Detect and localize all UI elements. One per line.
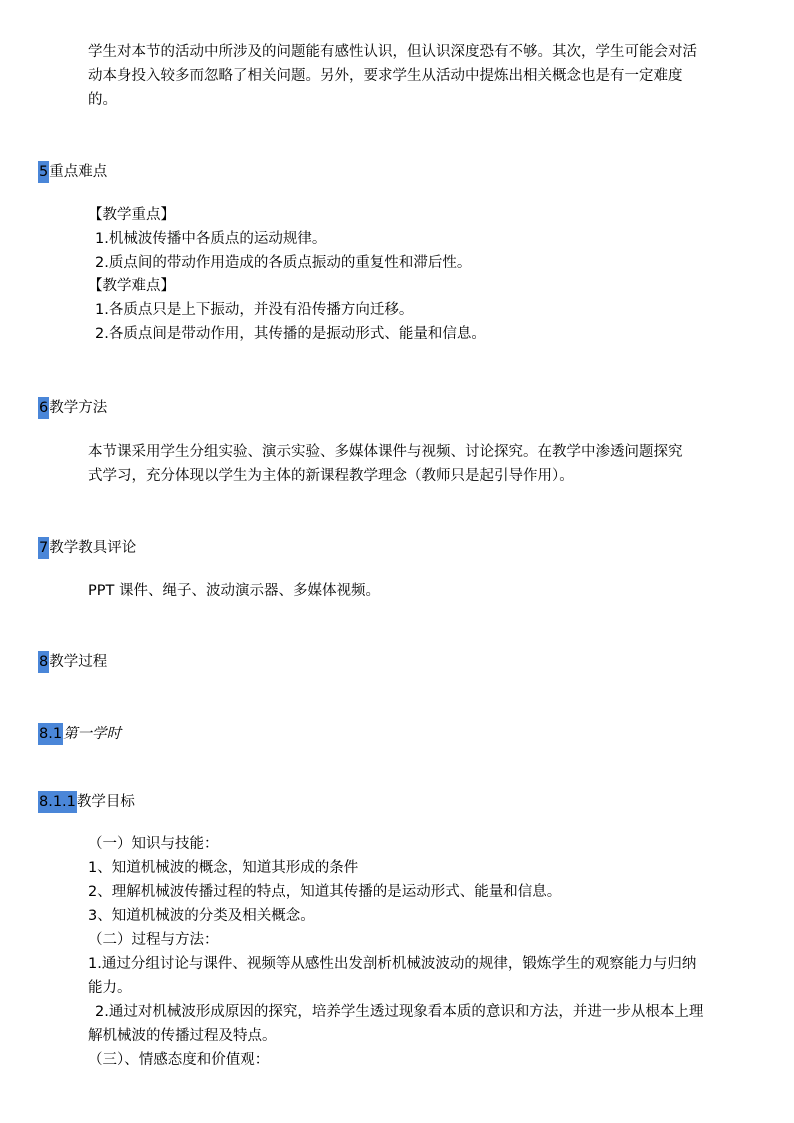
goal-process-1a: 1.通过分组讨论与课件、视频等从感性出发剖析机械波波动的规律，锻炼学生的观察能力与归纳 bbox=[88, 956, 697, 972]
goal-process-1b: 能力。 bbox=[88, 980, 132, 996]
section-5-heading bbox=[38, 161, 107, 183]
key-points-label: 【教学重点】 bbox=[88, 207, 175, 223]
section-title: 重点难点 bbox=[49, 164, 108, 180]
goal-process-label: （二）过程与方法： bbox=[88, 932, 219, 948]
section-8-1-1-heading bbox=[38, 791, 135, 813]
section-title: 教学教具评论 bbox=[49, 540, 137, 556]
section-number: 8 bbox=[38, 651, 49, 673]
section-title: 教学目标 bbox=[76, 794, 135, 810]
key-point-2: 2.质点间的带动作用造成的各质点振动的重复性和滞后性。 bbox=[95, 255, 472, 271]
section-8-heading bbox=[38, 651, 107, 673]
goal-knowledge-2: 2、理解机械波传播过程的特点，知道其传播的是运动形式、能量和信息。 bbox=[88, 884, 562, 900]
section-number: 7 bbox=[38, 537, 49, 559]
goal-process-2b: 解机械波的传播过程及特点。 bbox=[88, 1028, 277, 1044]
section-number: 8.1 bbox=[38, 723, 63, 745]
difficulties-label: 【教学难点】 bbox=[88, 278, 175, 294]
goal-knowledge-1: 1、知道机械波的概念，知道其形成的条件 bbox=[88, 860, 359, 876]
section-title: 第一学时 bbox=[63, 726, 122, 742]
difficulty-1: 1.各质点只是上下振动，并没有沿传播方向迁移。 bbox=[95, 302, 414, 318]
section-number: 8.1.1 bbox=[38, 791, 77, 813]
section-number: 5 bbox=[38, 161, 49, 183]
key-point-1: 1.机械波传播中各质点的运动规律。 bbox=[95, 231, 327, 247]
intro-line-2: 动本身投入较多而忽略了相关问题。另外，要求学生从活动中提炼出相关概念也是有一定难度 bbox=[88, 68, 683, 84]
section-number: 6 bbox=[38, 397, 49, 419]
difficulty-2: 2.各质点间是带动作用，其传播的是振动形式、能量和信息。 bbox=[95, 326, 486, 342]
tools-line: PPT 课件、绳子、波动演示器、多媒体视频。 bbox=[88, 583, 380, 599]
section-title: 教学方法 bbox=[49, 400, 108, 416]
goal-knowledge-3: 3、知道机械波的分类及相关概念。 bbox=[88, 908, 315, 924]
section-8-1-heading bbox=[38, 723, 121, 745]
method-line-1: 本节课采用学生分组实验、演示实验、多媒体课件与视频、讨论探究。在教学中渗透问题探究 bbox=[88, 444, 683, 460]
intro-line-1: 学生对本节的活动中所涉及的问题能有感性认识，但认识深度恐有不够。其次，学生可能会对活 bbox=[88, 44, 697, 60]
section-7-heading bbox=[38, 537, 136, 559]
goal-knowledge-label: （一）知识与技能： bbox=[88, 836, 219, 852]
method-line-2: 式学习，充分体现以学生为主体的新课程教学理念（教师只是起引导作用）。 bbox=[88, 468, 574, 484]
goal-process-2a: 2.通过对机械波形成原因的探究，培养学生透过现象看本质的意识和方法，并进一步从根本上理 bbox=[95, 1004, 704, 1020]
section-6-heading bbox=[38, 397, 107, 419]
goal-attitude-label: （三）、情感态度和价值观： bbox=[88, 1052, 270, 1068]
section-title: 教学过程 bbox=[49, 654, 108, 670]
intro-line-3: 的。 bbox=[88, 92, 117, 108]
